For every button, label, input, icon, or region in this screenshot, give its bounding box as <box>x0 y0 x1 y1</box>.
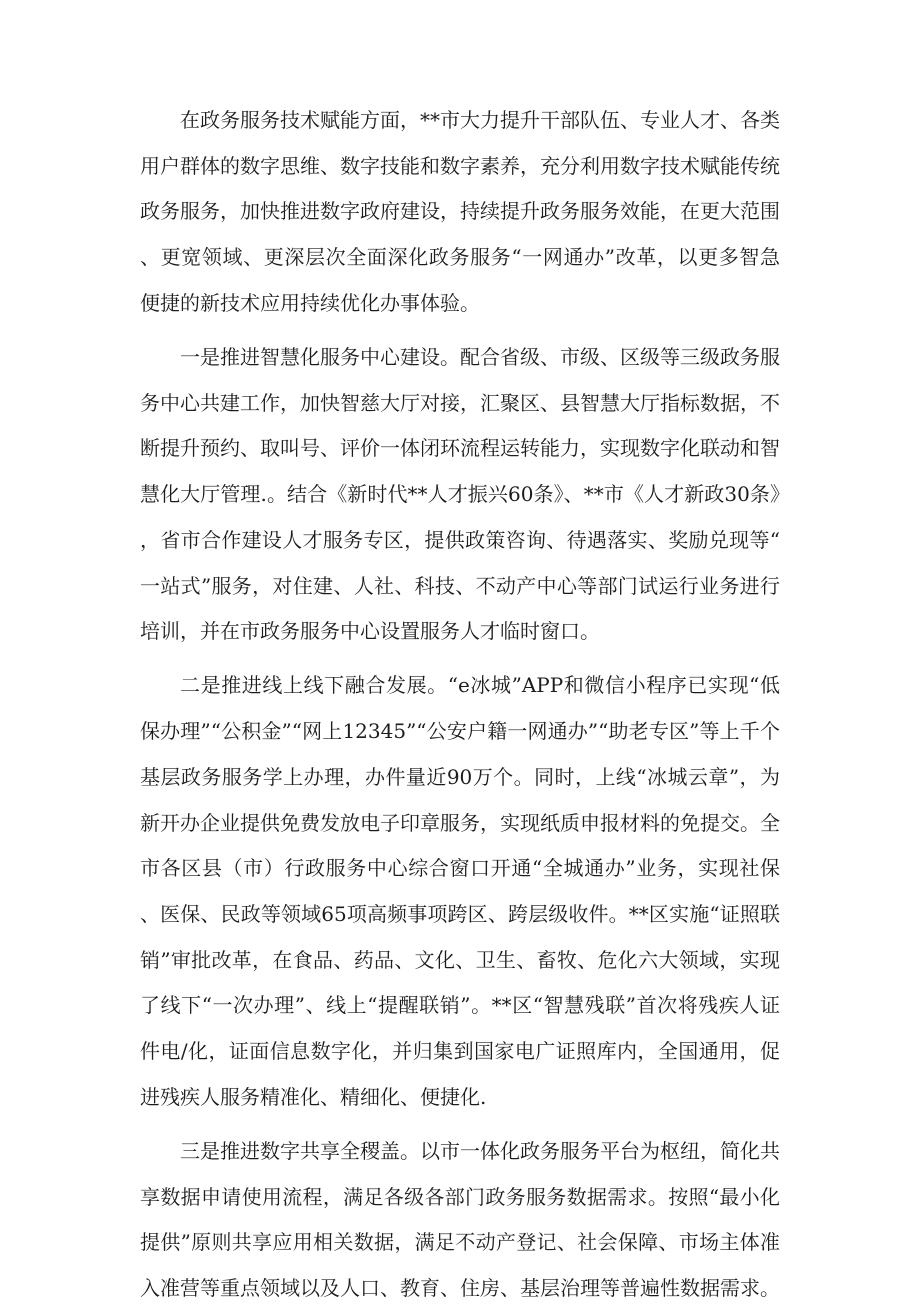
document-body <box>140 98 780 1312</box>
paragraph-smart-service-center: 一是推进智慧化服务中心建设。配合省级、市级、区级等三级政务服务中心共建工作，加快智慈大厅对接，汇聚区、县智慧大厅指标数据，不断提升预约、取叫号、评价一体闭环流程运转能力，实现数字化联动和智慧化大厅管理.。结合《新时代**人才振兴60条》、**市《人才新政30条》，省市合作建设人才服务专区，提供政策咨询、待遇落实、奖励兑现等“一站式”服务，对住建、人社、科技、不动产中心等部门试运行业务进行培训，并在市政务服务中心设置服务人才临时窗口。 <box>140 345 780 644</box>
paragraph-online-offline-integration: 二是推进线上线下融合发展。“e冰城”APP和微信小程序已实现“低保办理”“公积金”“网上12345”“公安户籍一网通办”“助老专区”等上千个基层政务服务学上办理，办件量近90万个。同时，上线“冰城云章”，为新开办企业提供免费发放电子印章服务，实现纸质申报材料的免提交。全市各区县（市）行政服务中心综合窗口开通“全城通办”业务，实现社保、医保、民政等领域65项高频事项跨区、跨层级收件。**区实施“证照联销”审批改革，在食品、药品、文化、卫生、畜牧、危化六大领域，实现了线下“一次办理”、线上“提醒联销”。**区“智慧残联”首次将残疾人证件电/化，证面信息数字化，并归集到国家电广证照库内，全国通用，促进残疾人服务精准化、精细化、便捷化. <box>140 673 780 1109</box>
paragraph-data-sharing: 三是推进数字共享全稷盖。以市一体化政务服务平台为枢纽，简化共享数据申请使用流程，满足各级各部门政务服务数据需求。按照“最小化提供”原则共享应用相关数据，满足不动产登记、社会保障、市场主体准入准营等重点领域以及人口、教育、住房、基层治理等普遍性数据需求。 <box>140 1138 780 1301</box>
paragraph-intro: 在政务服务技术赋能方面，**市大力提升干部队伍、专业人才、各类用户群体的数字思维、数字技能和数字素养，充分利用数字技术赋能传统政务服务，加快推进数字政府建设，持续提升政务服务效能，在更大范围、更宽领域、更深层次全面深化政务服务“一网通办”改革，以更多智急便捷的新技术应用持续优化办事体验。 <box>140 108 780 315</box>
